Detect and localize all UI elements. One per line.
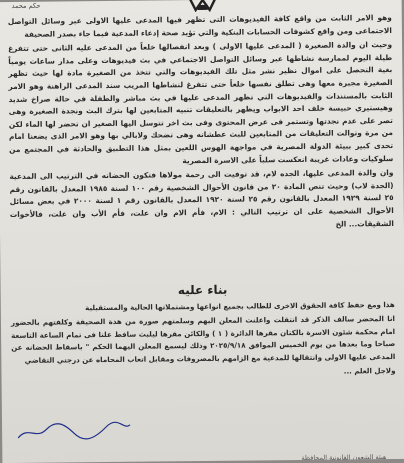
paragraph-legal-basis: وان والدة المدعى عليها، الجده لام، قد توفيت الى رحمة مولاها فتكون الحضانه في الترتيب الى المدعية (الجدة لاب) وحيث تنص المادة ٢٠ من قانون الأحوال الشخصية رقم ١٠٠ لسنة ١٩٨٥ المعدل بالقانون رقم ٢٥ لسنة ١٩٢٩ المعدل بالقانون رقم ٢٥ لسنة ١٩٢٠ المعدل بالقانون رقم ١ لسنة ٢٠٠٠ في بعض مسائل الأحوال الشخصية على ان ترتيب التالي : الام، فأم الام وان علت، فأم الأب وان علت، فالأخوات الشقيقات... الخ bbox=[9, 168, 394, 229]
footer-text: هيئة الشعون القانونية المحافظة bbox=[301, 453, 387, 462]
emblem-logo-icon bbox=[186, 0, 220, 12]
header-name: حكم محمد bbox=[11, 1, 41, 10]
page-footer bbox=[2, 451, 404, 463]
section-heading: بناء عليه bbox=[177, 282, 228, 298]
handwritten-signature-icon bbox=[14, 419, 134, 444]
body-section-bottom bbox=[11, 299, 396, 383]
paragraph-evidence: وهو الامر الثابت من واقع كافة الفيديوهات التى تظهر فيها المدعى عليها الاولى عبر وسائل التواصل الاجتماعى ومن واقع كشوفات الحسابات البنكية والتي تؤيد صحة إدعاء المدعية فيما جاء بصدر الصحيفة bbox=[7, 13, 392, 39]
paragraph-facts: وحيث ان والدة الصغيرة ( المدعى عليها الاولى ) وبعد انفصالها خلعاً من المدعى عليه الثانى حتى تتفرغ طيلة اليوم لممارسة نشاطها عبر وسائل التواصل الاجتماعي في بث فيديوهات وعلى مدار ساعات يومياً بغية التحصل على اموال نظير نشر مثل تلك الفيديوهات والتي تتخذ من الصغيرة مادة لها حيث تظهر الصغيرة مجبرة معها وهى تطلق نفسها خلعاً حتى تتفرغ لنشاطها المريب سند المدعى الراهنة وهو الامر الثابت بالمستندات والفيديوهات التي تظهر المدعى عليها في بث مباشر والطفلة في حالة صراخ شديد وهيستيري حبيسة خلف احد الابواب ويظهر بالتعليقات تنبيه المتابعين لها بترك البث ونجدة الصغيرة وهى تصر على عدم نجدتها وتستمر فى عرض المحتوى وفى بث اخر تتوسل اليها الصغير ان تحضر لها الماء لكن من مرة وتوالت التعليقات من المتابعين للبث عطشانه وهى تضحك ولابالي بها وهو الامر الذى يضعنا امام تحدى كبير ببيئة الدولة المصرية في مواجهة الهوس اللعين بمثل هذا التطبيق والحادثة في المجتمع من سلوكيات وعادات غريبة انعكست سلباً على الاسرة المصرية bbox=[8, 40, 394, 165]
paragraph-summons: انا المحضر سالف الذكر قد انتقلت واعلنت المعلن اليهم وسلمتهم صورة من هذة الصحيفة وكلفتهم بالحضور امام محكمة شئون الاسرة بالكتان مقرها الدائرة ( ١ ) والكائن مقرها ليلبث سافط علنا فى تمام الساعة التاسعة صباحا وما بعدها من يوم الخميس الموافق ٢٠٢٥/٩/١٨ وذلك ليسمع المعلن اليهما الحكم " باسقاط الحضانه عن المدعى عليها الاولى وانتقالها للمدعية مع الزامهم بالمصروفات ومقابل اتعاب المحاماه عن درجتي التقاضي bbox=[10, 314, 396, 365]
body-section-top bbox=[8, 12, 394, 236]
paragraph-rights-reserved: هذا ومع حفظ كافة الحقوق الاخرى للطالب بجميع انواعها ومشتملاتها الحالية والمستقبلية bbox=[85, 299, 395, 313]
paragraph-closing: ولاجل العلم ... bbox=[343, 366, 396, 376]
